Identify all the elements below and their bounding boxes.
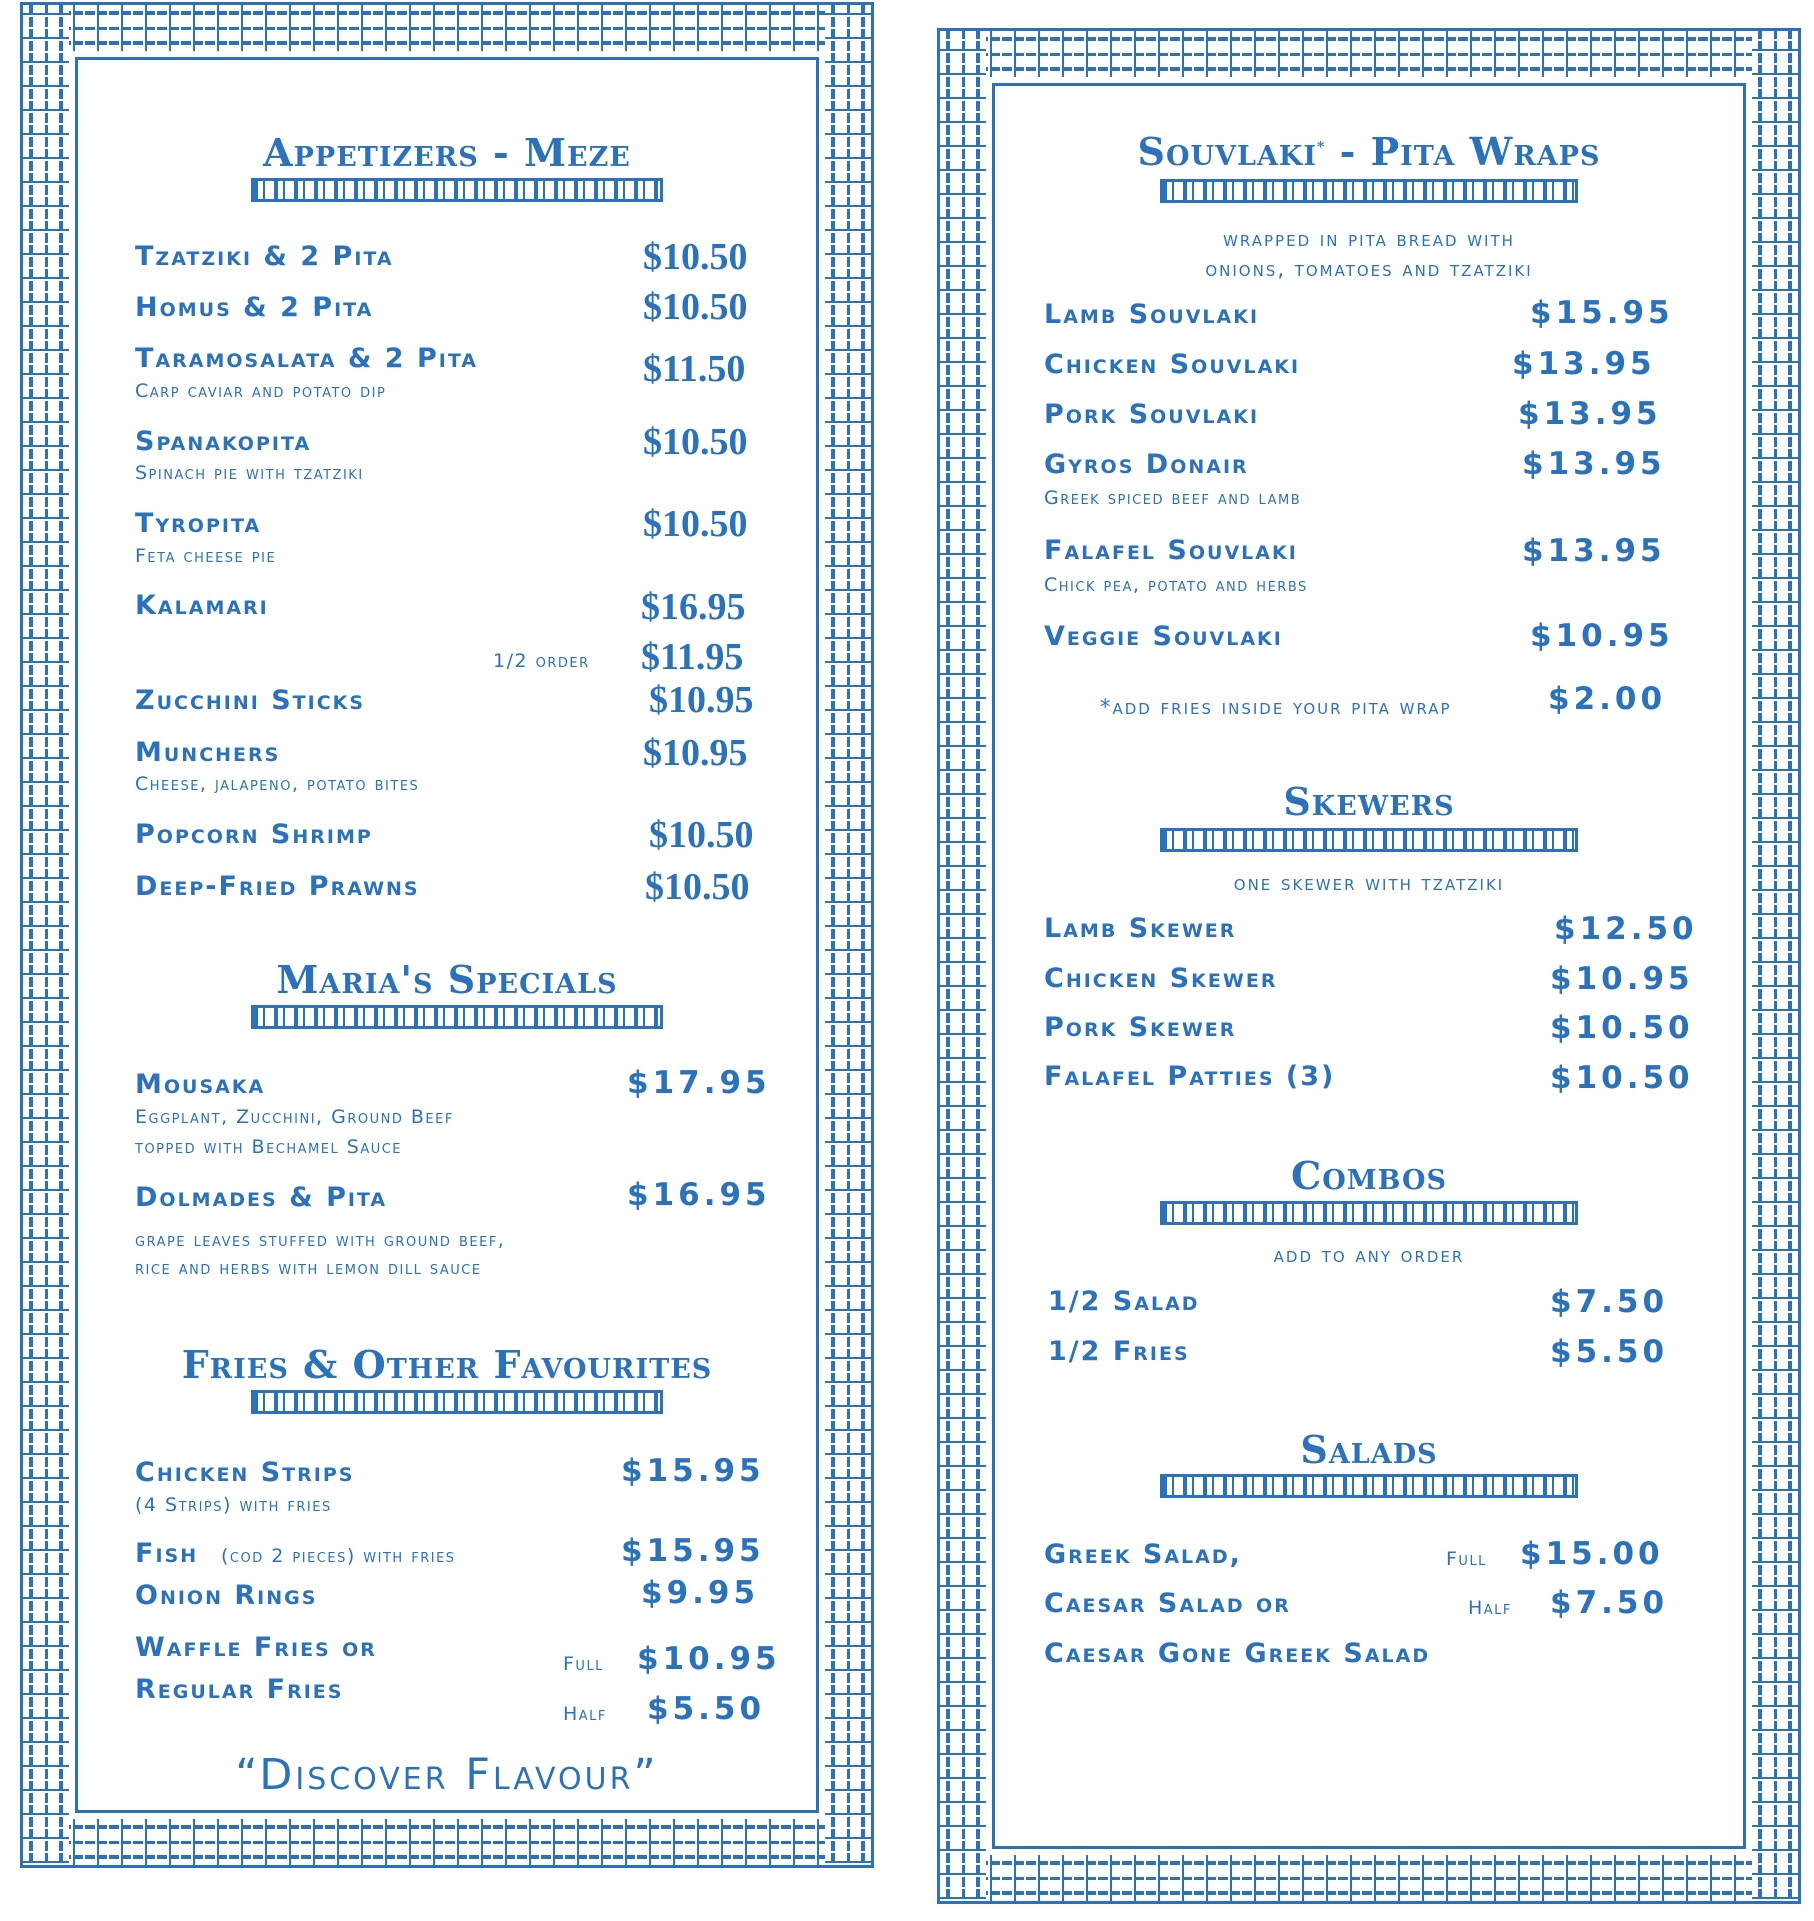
skewers-heading: Skewers xyxy=(1283,779,1455,824)
specials-heading: Maria's Specials xyxy=(276,957,618,1002)
menu-item-name: Onion Rings xyxy=(135,1580,318,1611)
tagline: “Discover Flavour” xyxy=(235,1750,659,1800)
greek-key-border-right xyxy=(825,5,871,1865)
menu-item-desc: grape leaves stuffed with ground beef, xyxy=(135,1229,506,1251)
menu-item-desc: (cod 2 pieces) with fries xyxy=(221,1545,456,1567)
menu-item-price: $17.95 xyxy=(627,1065,771,1101)
menu-item-desc: Eggplant, Zucchini, Ground Beef xyxy=(135,1106,454,1128)
menu-item-name: Fish xyxy=(135,1538,199,1569)
menu-item-name: Chicken Strips xyxy=(135,1457,355,1488)
menu-panel-right xyxy=(937,28,1801,1904)
menu-item-price: $10.50 xyxy=(643,421,748,463)
menu-item-name: Waffle Fries or xyxy=(135,1632,377,1663)
size-label: Full xyxy=(1446,1548,1487,1570)
greek-key-border-bottom xyxy=(23,1819,871,1865)
menu-item-name: Gyros Donair xyxy=(1044,449,1249,480)
menu-item-price: $10.50 xyxy=(1550,1060,1694,1096)
menu-item-price: $11.50 xyxy=(643,348,746,390)
fries-divider xyxy=(251,1390,663,1414)
souvlaki-title: Souvlaki xyxy=(1137,129,1318,174)
menu-item-name: Taramosalata & 2 Pita xyxy=(135,343,479,374)
addon-note: *add fries inside your pita wrap xyxy=(1100,695,1452,719)
salads-heading: Salads xyxy=(1300,1427,1438,1472)
menu-item-price: $15.95 xyxy=(621,1533,765,1569)
menu-item-desc: Cheese, jalapeno, potato bites xyxy=(135,773,420,795)
menu-item-name: Caesar Gone Greek Salad xyxy=(1044,1638,1431,1669)
menu-item-price: $12.50 xyxy=(1554,911,1698,947)
menu-item-price: $10.95 xyxy=(643,732,748,774)
menu-item-name: Homus & 2 Pita xyxy=(135,292,374,323)
size-label: Half xyxy=(563,1703,607,1725)
appetizers-divider xyxy=(251,178,663,202)
salads-divider xyxy=(1160,1474,1578,1498)
souvlaki-divider xyxy=(1160,179,1578,203)
menu-item-name: Popcorn Shrimp xyxy=(135,819,373,850)
menu-item-name: Veggie Souvlaki xyxy=(1044,621,1283,652)
menu-item-name: Greek Salad, xyxy=(1044,1539,1242,1570)
menu-item-price: $16.95 xyxy=(627,1177,771,1213)
menu-item-price: $10.95 xyxy=(637,1641,781,1677)
menu-item-name: Chicken Souvlaki xyxy=(1044,349,1301,380)
menu-item-price: $10.50 xyxy=(1550,1010,1694,1046)
skewers-note: one skewer with tzatziki xyxy=(1233,871,1505,895)
souvlaki-heading xyxy=(940,129,1798,174)
menu-item-price: $7.50 xyxy=(1550,1585,1669,1621)
menu-item-price: $10.95 xyxy=(1530,618,1674,654)
menu-item-name: Chicken Skewer xyxy=(1044,963,1278,994)
greek-key-border-top xyxy=(23,5,871,51)
addon-price: $2.00 xyxy=(1548,681,1667,717)
menu-item-price: $15.95 xyxy=(1530,295,1674,331)
menu-item-name: Caesar Salad or xyxy=(1044,1588,1291,1619)
menu-item-price: $13.95 xyxy=(1512,346,1656,382)
menu-item-desc: rice and herbs with lemon dill sauce xyxy=(135,1257,482,1279)
menu-item-desc: Feta cheese pie xyxy=(135,545,277,567)
souvlaki-note: wrapped in pita bread with xyxy=(1223,227,1515,251)
souvlaki-title-rest: - Pita Wraps xyxy=(1325,129,1601,174)
menu-item-price: $16.95 xyxy=(641,586,746,628)
menu-item-name: Lamb Souvlaki xyxy=(1044,299,1260,330)
specials-divider xyxy=(251,1005,663,1029)
menu-item-desc: Greek spiced beef and lamb xyxy=(1044,487,1302,509)
menu-item-name: Kalamari xyxy=(135,590,269,621)
menu-item-name: Deep-Fried Prawns xyxy=(135,871,420,902)
menu-item-price: $15.00 xyxy=(1520,1536,1664,1572)
greek-key-border-left xyxy=(940,31,986,1901)
appetizers-heading: Appetizers - Meze xyxy=(263,130,631,175)
combos-note: add to any order xyxy=(1273,1243,1465,1267)
souvlaki-note: onions, tomatoes and tzatziki xyxy=(1205,257,1533,281)
menu-item-price: $10.50 xyxy=(649,814,754,856)
menu-item-name: 1/2 Salad xyxy=(1048,1286,1200,1317)
greek-key-border-right xyxy=(1752,31,1798,1901)
greek-key-border-bottom xyxy=(940,1855,1798,1901)
greek-key-border-top xyxy=(940,31,1798,77)
menu-item-price: $10.50 xyxy=(645,866,750,908)
menu-item-name: Falafel Patties (3) xyxy=(1044,1061,1336,1092)
menu-item-name: Falafel Souvlaki xyxy=(1044,535,1298,566)
size-label: Full xyxy=(563,1653,604,1675)
menu-item-price: $5.50 xyxy=(1550,1334,1669,1370)
menu-item-price: $9.95 xyxy=(641,1575,760,1611)
menu-item-name: Munchers xyxy=(135,737,281,768)
menu-item-name: Pork Souvlaki xyxy=(1044,399,1260,430)
menu-item-price: $10.50 xyxy=(643,503,748,545)
combos-divider xyxy=(1160,1201,1578,1225)
menu-item-name: Zucchini Sticks xyxy=(135,685,366,716)
asterisk-mark: * xyxy=(1317,139,1326,156)
menu-item-price: $5.50 xyxy=(647,1691,766,1727)
menu-item-price: $7.50 xyxy=(1550,1284,1669,1320)
menu-item-price: $10.95 xyxy=(1550,961,1694,997)
menu-item-desc: (4 Strips) with fries xyxy=(135,1494,332,1516)
menu-item-name: Regular Fries xyxy=(135,1674,344,1705)
menu-item-price: $13.95 xyxy=(1522,533,1666,569)
menu-item-name: Tyropita xyxy=(135,508,262,539)
menu-item-price: $15.95 xyxy=(621,1453,765,1489)
menu-item-name: Dolmades & Pita xyxy=(135,1182,388,1213)
menu-item-name: Pork Skewer xyxy=(1044,1012,1237,1043)
menu-item-name: Spanakopita xyxy=(135,426,312,457)
menu-item-name: Tzatziki & 2 Pita xyxy=(135,241,394,272)
greek-key-border-left xyxy=(23,5,69,1865)
menu-item-price: $10.50 xyxy=(643,286,748,328)
skewers-divider xyxy=(1160,828,1578,852)
menu-item-name: Lamb Skewer xyxy=(1044,913,1237,944)
menu-item-price: $13.95 xyxy=(1518,396,1662,432)
menu-item-desc: topped with Bechamel Sauce xyxy=(135,1136,403,1158)
menu-item-price: $13.95 xyxy=(1522,446,1666,482)
menu-item-name: Mousaka xyxy=(135,1069,266,1100)
fries-heading: Fries & Other Favourites xyxy=(181,1342,713,1387)
menu-item-desc: Carp caviar and potato dip xyxy=(135,380,387,402)
menu-item-name: 1/2 Fries xyxy=(1048,1336,1190,1367)
size-label: Half xyxy=(1468,1597,1512,1619)
menu-item-desc: Spinach pie with tzatziki xyxy=(135,462,364,484)
menu-panel-left xyxy=(20,2,874,1868)
menu-item-price: $10.95 xyxy=(649,679,754,721)
combos-heading: Combos xyxy=(1291,1153,1447,1198)
menu-item-price: $10.50 xyxy=(643,236,748,278)
menu-item-desc: Chick pea, potato and herbs xyxy=(1044,574,1308,596)
menu-item-price: $11.95 xyxy=(641,636,744,678)
menu-item-desc: 1/2 order xyxy=(493,650,590,672)
